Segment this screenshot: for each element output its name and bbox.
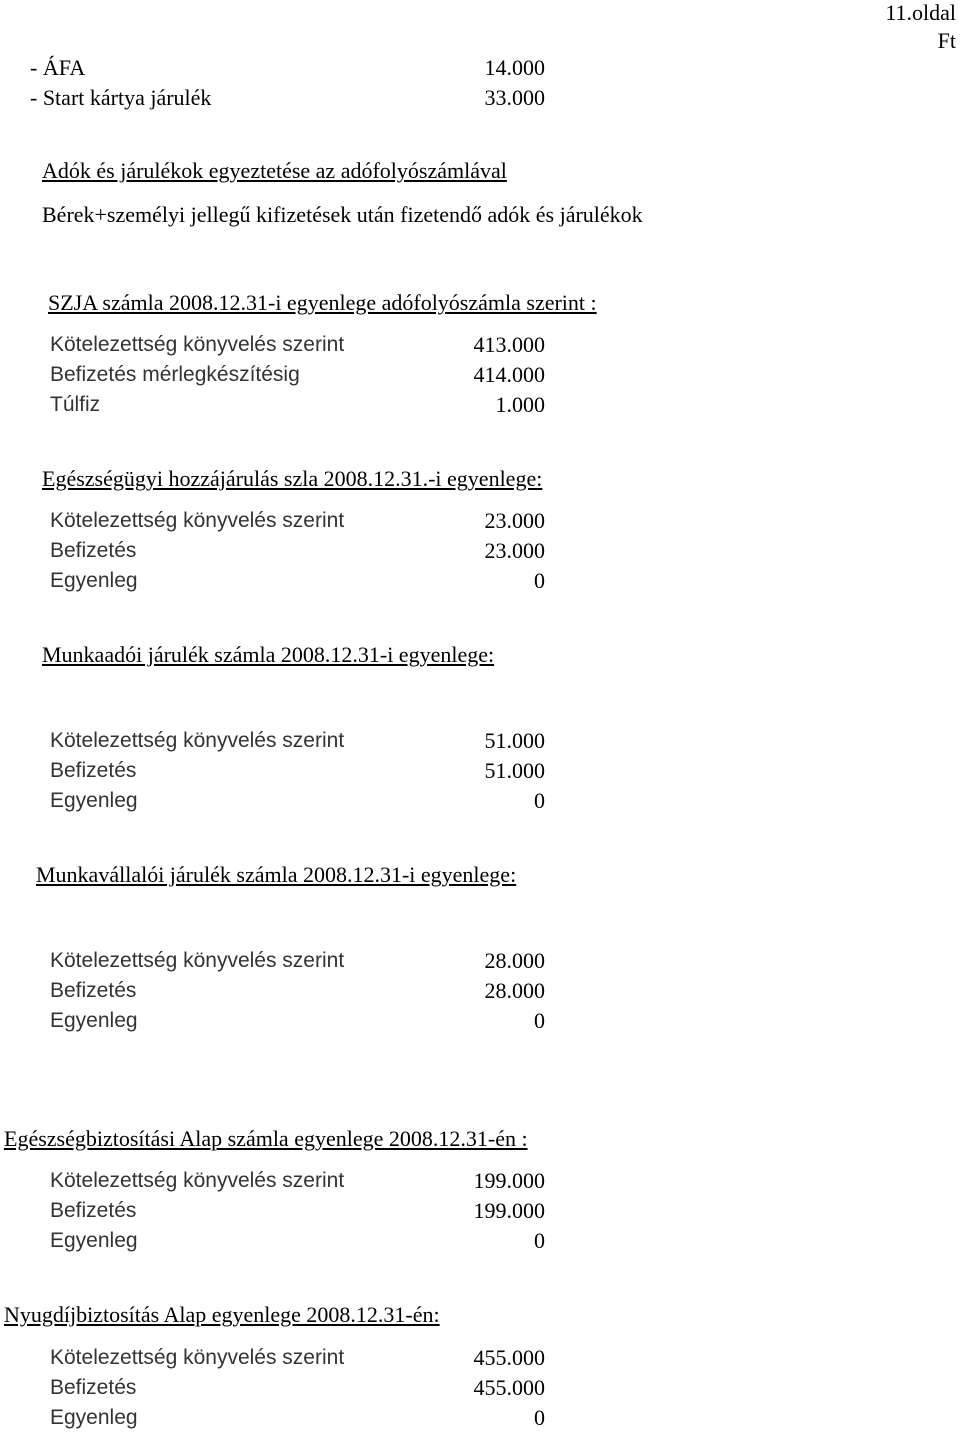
- top-item-label: - ÁFA: [30, 55, 86, 80]
- row-value: 414.000: [473, 362, 545, 387]
- row-value: 0: [534, 1405, 545, 1430]
- row-label: Egyenleg: [50, 789, 138, 812]
- row-label: Egyenleg: [50, 1229, 138, 1252]
- row-label: Kötelezettség könyvelés szerint: [50, 509, 345, 532]
- row-value: 1.000: [495, 392, 545, 417]
- row-label: Kötelezettség könyvelés szerint: [50, 1346, 345, 1369]
- row-label: Befizetés: [50, 979, 137, 1002]
- section-title-nyugdij: Nyugdíjbiztosítás Alap egyenlege 2008.12.31-én:: [4, 1302, 440, 1327]
- section-title-szja: SZJA számla 2008.12.31-i egyenlege adófolyószámla szerint :: [48, 290, 597, 315]
- sub-heading: Bérek+személyi jellegű kifizetések után fizetendő adók és járulékok: [42, 202, 643, 227]
- main-heading: Adók és járulékok egyeztetése az adófolyószámlával: [42, 158, 507, 183]
- row-label: Egyenleg: [50, 569, 138, 592]
- row-label: Befizetés: [50, 539, 137, 562]
- row-label: Egyenleg: [50, 1406, 138, 1429]
- row-label: Egyenleg: [50, 1009, 138, 1032]
- row-value: 0: [534, 1008, 545, 1033]
- row-label: Befizetés mérlegkészítésig: [50, 363, 300, 386]
- row-value: 28.000: [484, 948, 545, 973]
- row-value: 455.000: [473, 1345, 545, 1370]
- row-value: 51.000: [484, 758, 545, 783]
- top-item-label: - Start kártya járulék: [30, 85, 212, 110]
- row-value: 51.000: [484, 728, 545, 753]
- row-value: 199.000: [473, 1198, 545, 1223]
- currency-label: Ft: [937, 28, 956, 53]
- row-label: Kötelezettség könyvelés szerint: [50, 333, 345, 356]
- row-value: 199.000: [473, 1168, 545, 1193]
- row-value: 28.000: [484, 978, 545, 1003]
- row-value: 0: [534, 568, 545, 593]
- row-value: 455.000: [473, 1375, 545, 1400]
- page-number: 11.oldal: [885, 0, 956, 25]
- row-label: Befizetés: [50, 1376, 137, 1399]
- row-value: 413.000: [473, 332, 545, 357]
- row-label: Kötelezettség könyvelés szerint: [50, 729, 345, 752]
- row-value: 23.000: [484, 538, 545, 563]
- row-label: Befizetés: [50, 1199, 137, 1222]
- row-label: Kötelezettség könyvelés szerint: [50, 949, 345, 972]
- row-value: 23.000: [484, 508, 545, 533]
- section-title-munkaadoi: Munkaadói járulék számla 2008.12.31-i egyenlege:: [42, 642, 495, 667]
- row-label: Befizetés: [50, 759, 137, 782]
- section-title-eho: Egészségügyi hozzájárulás szla 2008.12.31.-i egyenlege:: [42, 466, 543, 491]
- top-item-value: 33.000: [484, 85, 545, 110]
- row-label: Túlfiz: [50, 393, 101, 416]
- section-title-munkavallaloi: Munkavállalói járulék számla 2008.12.31-i egyenlege:: [36, 862, 517, 887]
- row-value: 0: [534, 1228, 545, 1253]
- top-item-value: 14.000: [484, 55, 545, 80]
- row-value: 0: [534, 788, 545, 813]
- row-label: Kötelezettség könyvelés szerint: [50, 1169, 345, 1192]
- section-title-ebalap: Egészségbiztosítási Alap számla egyenlege 2008.12.31-én :: [4, 1126, 528, 1151]
